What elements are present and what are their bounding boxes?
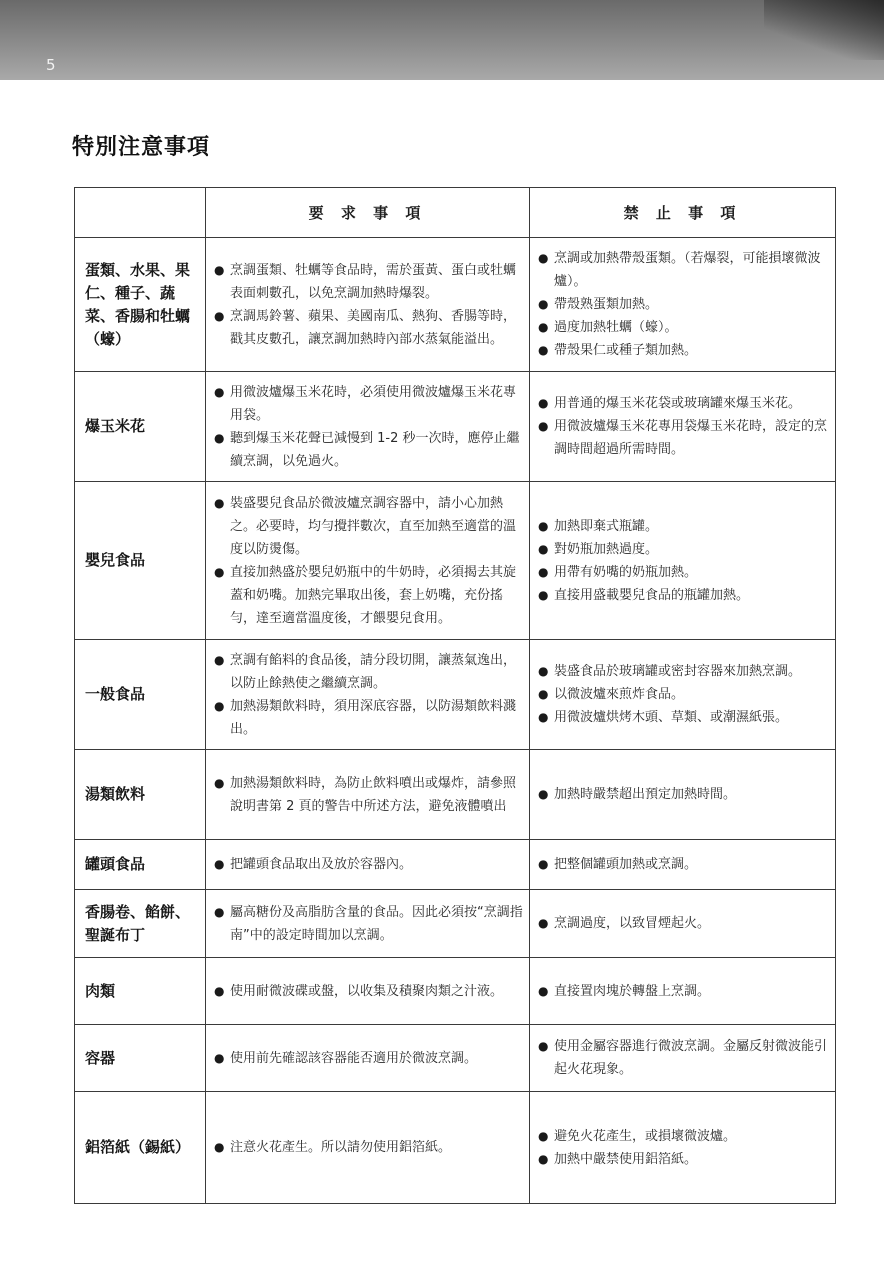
table-row bbox=[75, 840, 836, 890]
table-row bbox=[75, 482, 836, 640]
list-item: ● 屬高糖份及高脂肪含量的食品。因此必須按“烹調指南”中的設定時間加以烹調。 bbox=[214, 901, 523, 947]
forbidden-cell bbox=[530, 1092, 836, 1204]
list-item: ● 直接用盛載嬰兒食品的瓶罐加熱。 bbox=[538, 584, 829, 607]
list-item: ● 用微波爐爆玉米花專用袋爆玉米花時，設定的烹調時間超過所需時間。 bbox=[538, 415, 829, 461]
forbidden-cell bbox=[530, 750, 836, 840]
category-cell: 鋁箔紙（錫紙） bbox=[75, 1092, 206, 1204]
list-item: ● 用微波爐爆玉米花時，必須使用微波爐爆玉米花專用袋。 bbox=[214, 381, 523, 427]
required-cell bbox=[206, 1092, 530, 1204]
table-body bbox=[75, 238, 836, 1204]
list-item: ● 把整個罐頭加熱或烹調。 bbox=[538, 853, 829, 876]
forbidden-cell bbox=[530, 1025, 836, 1092]
forbidden-cell bbox=[530, 482, 836, 640]
list-item: ● 加熱時嚴禁超出預定加熱時間。 bbox=[538, 783, 829, 806]
required-cell bbox=[206, 238, 530, 372]
list-item: ● 使用金屬容器進行微波烹調。金屬反射微波能引起火花現象。 bbox=[538, 1035, 829, 1081]
header-forbidden: 禁 止 事 項 bbox=[530, 188, 836, 238]
list-item: ● 裝盛嬰兒食品於微波爐烹調容器中，請小心加熱之。必要時，均勻攪拌數次，直至加熱至適當的溫度以防燙傷。 bbox=[214, 492, 523, 561]
list-item: ● 使用耐微波碟或盤，以收集及積聚肉類之汁液。 bbox=[214, 980, 523, 1003]
category-cell: 罐頭食品 bbox=[75, 840, 206, 890]
required-cell bbox=[206, 958, 530, 1025]
list-item: ● 避免火花產生，或損壞微波爐。 bbox=[538, 1125, 829, 1148]
category-cell: 肉類 bbox=[75, 958, 206, 1025]
list-item: ● 加熱中嚴禁使用鋁箔紙。 bbox=[538, 1148, 829, 1171]
table-row bbox=[75, 958, 836, 1025]
table-row bbox=[75, 372, 836, 482]
category-cell: 一般食品 bbox=[75, 640, 206, 750]
table-row bbox=[75, 890, 836, 958]
list-item: ● 烹調有餡料的食品後，請分段切開，讓蒸氣逸出，以防止餘熱使之繼續烹調。 bbox=[214, 649, 523, 695]
list-item: ● 加熱湯類飲料時，為防止飲料噴出或爆炸，請參照說明書第 2 頁的警告中所述方法，避免液體噴出 bbox=[214, 772, 523, 818]
forbidden-cell bbox=[530, 890, 836, 958]
required-cell bbox=[206, 372, 530, 482]
list-item: ● 聽到爆玉米花聲已減慢到 1-2 秒一次時，應停止繼續烹調，以免過火。 bbox=[214, 427, 523, 473]
list-item: ● 注意火花產生。所以請勿使用鋁箔紙。 bbox=[214, 1136, 523, 1159]
list-item: ● 用微波爐烘烤木頭、草類、或潮濕紙張。 bbox=[538, 706, 829, 729]
list-item: ● 烹調蛋類、牡蠣等食品時，需於蛋黃、蛋白或牡蠣表面刺數孔，以免烹調加熱時爆裂。 bbox=[214, 259, 523, 305]
list-item: ● 裝盛食品於玻璃罐或密封容器來加熱烹調。 bbox=[538, 660, 829, 683]
category-cell: 香腸卷、餡餅、聖誕布丁 bbox=[75, 890, 206, 958]
header-required: 要 求 事 項 bbox=[206, 188, 530, 238]
forbidden-cell bbox=[530, 238, 836, 372]
table-header-row bbox=[75, 188, 836, 238]
list-item: ● 加熱即棄式瓶罐。 bbox=[538, 515, 829, 538]
forbidden-cell bbox=[530, 958, 836, 1025]
list-item: ● 烹調過度，以致冒煙起火。 bbox=[538, 912, 829, 935]
list-item: ● 對奶瓶加熱過度。 bbox=[538, 538, 829, 561]
category-cell: 爆玉米花 bbox=[75, 372, 206, 482]
header-blank-cell bbox=[75, 188, 206, 238]
list-item: ● 過度加熱牡蠣（蠔）。 bbox=[538, 316, 829, 339]
required-cell bbox=[206, 890, 530, 958]
list-item: ● 帶殼熟蛋類加熱。 bbox=[538, 293, 829, 316]
table-row bbox=[75, 238, 836, 372]
table-row bbox=[75, 1092, 836, 1204]
category-cell: 湯類飲料 bbox=[75, 750, 206, 840]
category-cell: 蛋類、水果、果仁、種子、蔬菜、香腸和牡蠣（蠔） bbox=[75, 238, 206, 372]
table-row bbox=[75, 640, 836, 750]
list-item: ● 烹調馬鈴薯、蘋果、美國南瓜、熱狗、香腸等時，戳其皮數孔，讓烹調加熱時內部水蒸氣能溢出。 bbox=[214, 305, 523, 351]
list-item: ● 帶殼果仁或種子類加熱。 bbox=[538, 339, 829, 362]
forbidden-cell bbox=[530, 372, 836, 482]
required-cell bbox=[206, 750, 530, 840]
list-item: ● 直接加熱盛於嬰兒奶瓶中的牛奶時，必須揭去其旋蓋和奶嘴。加熱完畢取出後，套上奶嘴，充份搖勻，達至適當溫度後，才餵嬰兒食用。 bbox=[214, 561, 523, 630]
header-band bbox=[0, 0, 884, 80]
special-notes-table bbox=[74, 187, 836, 1204]
page-number: 5 bbox=[46, 56, 56, 74]
list-item: ● 用帶有奶嘴的奶瓶加熱。 bbox=[538, 561, 829, 584]
required-cell bbox=[206, 640, 530, 750]
list-item: ● 直接置肉塊於轉盤上烹調。 bbox=[538, 980, 829, 1003]
page-title: 特別注意事項 bbox=[72, 135, 211, 160]
category-cell: 容器 bbox=[75, 1025, 206, 1092]
list-item: ● 用普通的爆玉米花袋或玻璃罐來爆玉米花。 bbox=[538, 392, 829, 415]
required-cell bbox=[206, 482, 530, 640]
required-cell bbox=[206, 1025, 530, 1092]
list-item: ● 使用前先確認該容器能否適用於微波烹調。 bbox=[214, 1047, 523, 1070]
forbidden-cell bbox=[530, 640, 836, 750]
table-row bbox=[75, 750, 836, 840]
list-item: ● 加熱湯類飲料時，須用深底容器，以防湯類飲料濺出。 bbox=[214, 695, 523, 741]
category-cell: 嬰兒食品 bbox=[75, 482, 206, 640]
table-row bbox=[75, 1025, 836, 1092]
list-item: ● 把罐頭食品取出及放於容器內。 bbox=[214, 853, 523, 876]
forbidden-cell bbox=[530, 840, 836, 890]
required-cell bbox=[206, 840, 530, 890]
list-item: ● 以微波爐來煎炸食品。 bbox=[538, 683, 829, 706]
list-item: ● 烹調或加熱帶殼蛋類。（若爆裂，可能損壞微波爐）。 bbox=[538, 247, 829, 293]
